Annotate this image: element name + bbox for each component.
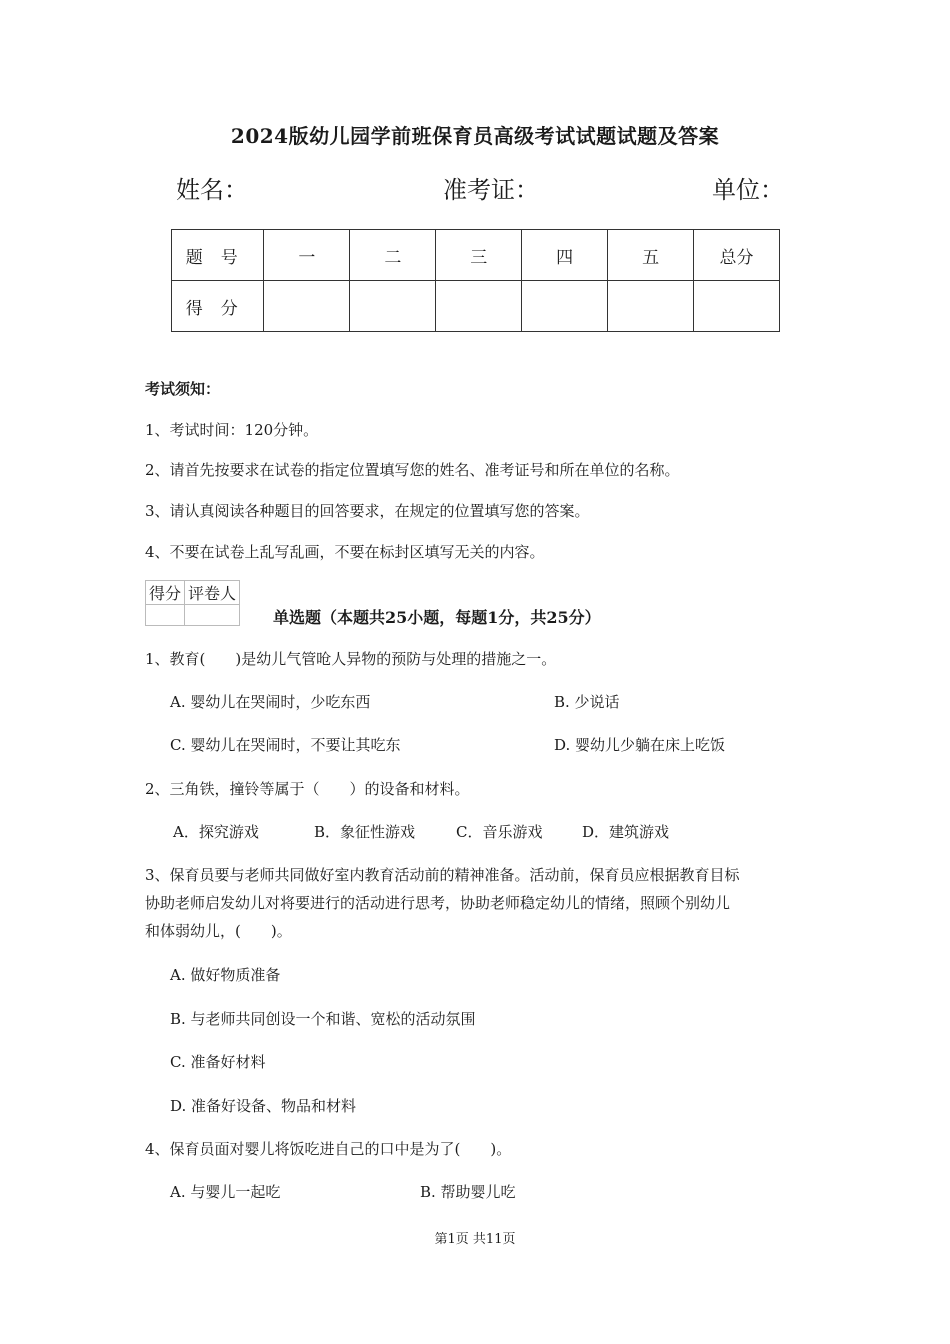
question-stem-line: 和体弱幼儿，( )。 — [145, 922, 292, 940]
unit-label: 单位： — [712, 176, 784, 204]
question-stem-line: 协助老师启发幼儿对将要进行的活动进行思考，协助老师稳定幼儿的情绪，照顾个别幼儿 — [145, 894, 731, 912]
option-b: B. 帮助婴儿吃 — [420, 1183, 516, 1201]
exam-id-label: 准考证： — [443, 176, 539, 204]
page-footer: 第1页 共11页 — [434, 1232, 516, 1247]
score-entry-cell[interactable] — [694, 281, 780, 332]
score-table-score-row — [172, 281, 780, 332]
name-label: 姓名： — [176, 176, 248, 204]
option-d: D. 婴幼儿少躺在床上吃饭 — [554, 736, 726, 754]
grader-name-label: 评卷人 — [185, 581, 240, 605]
notice-item: 3、请认真阅读各种题目的回答要求，在规定的位置填写您的答案。 — [145, 502, 590, 520]
option-c: C．音乐游戏 — [456, 823, 543, 841]
score-header-cell: 总分 — [694, 230, 780, 281]
option-c: C. 准备好材料 — [170, 1053, 266, 1071]
question-stem-line: 3、保育员要与老师共同做好室内教育活动前的精神准备。活动前，保育员应根据教育目标 — [145, 866, 740, 884]
score-header-cell: 题号 — [172, 230, 264, 281]
score-header-cell: 二 — [350, 230, 436, 281]
option-b: B. 与老师共同创设一个和谐、宽松的活动氛围 — [170, 1010, 476, 1028]
option-a: A. 与婴儿一起吃 — [170, 1183, 281, 1201]
score-entry-cell[interactable] — [522, 281, 608, 332]
score-entry-cell[interactable] — [436, 281, 522, 332]
score-table — [171, 229, 780, 332]
grader-score-cell[interactable] — [146, 605, 185, 626]
question-stem: 2、三角铁，撞铃等属于（ ）的设备和材料。 — [145, 780, 470, 798]
grader-table — [145, 580, 240, 626]
score-entry-cell[interactable] — [264, 281, 350, 332]
score-header-cell: 四 — [522, 230, 608, 281]
score-header-cell: 三 — [436, 230, 522, 281]
notice-item: 4、不要在试卷上乱写乱画，不要在标封区填写无关的内容。 — [145, 543, 545, 561]
score-row-label: 得分 — [172, 281, 264, 332]
option-d: D．建筑游戏 — [582, 823, 670, 841]
grader-name-cell[interactable] — [185, 605, 240, 626]
option-c: C. 婴幼儿在哭闹时，不要让其吃东 — [170, 736, 401, 754]
option-a: A. 做好物质准备 — [170, 966, 281, 984]
notice-item: 2、请首先按要求在试卷的指定位置填写您的姓名、准考证号和所在单位的名称。 — [145, 461, 680, 479]
notice-heading: 考试须知： — [145, 380, 221, 398]
score-header-cell: 五 — [608, 230, 694, 281]
option-b: B. 少说话 — [554, 693, 620, 711]
question-stem: 4、保育员面对婴儿将饭吃进自己的口中是为了( )。 — [145, 1140, 512, 1158]
section-title: 单选题（本题共25小题，每题1分，共25分） — [273, 608, 601, 627]
notice-item: 1、考试时间：120分钟。 — [145, 421, 319, 439]
page-title: 2024版幼儿园学前班保育员高级考试试题试题及答案 — [230, 124, 720, 148]
score-entry-cell[interactable] — [608, 281, 694, 332]
option-d: D. 准备好设备、物品和材料 — [170, 1097, 357, 1115]
option-a: A．探究游戏 — [173, 823, 259, 841]
question-stem: 1、教育( )是幼儿气管呛人异物的预防与处理的措施之一。 — [145, 650, 557, 668]
score-entry-cell[interactable] — [350, 281, 436, 332]
score-header-cell: 一 — [264, 230, 350, 281]
option-b: B．象征性游戏 — [314, 823, 416, 841]
option-a: A. 婴幼儿在哭闹时，少吃东西 — [170, 693, 371, 711]
grader-score-label: 得分 — [146, 581, 185, 605]
score-table-header-row — [172, 230, 780, 281]
